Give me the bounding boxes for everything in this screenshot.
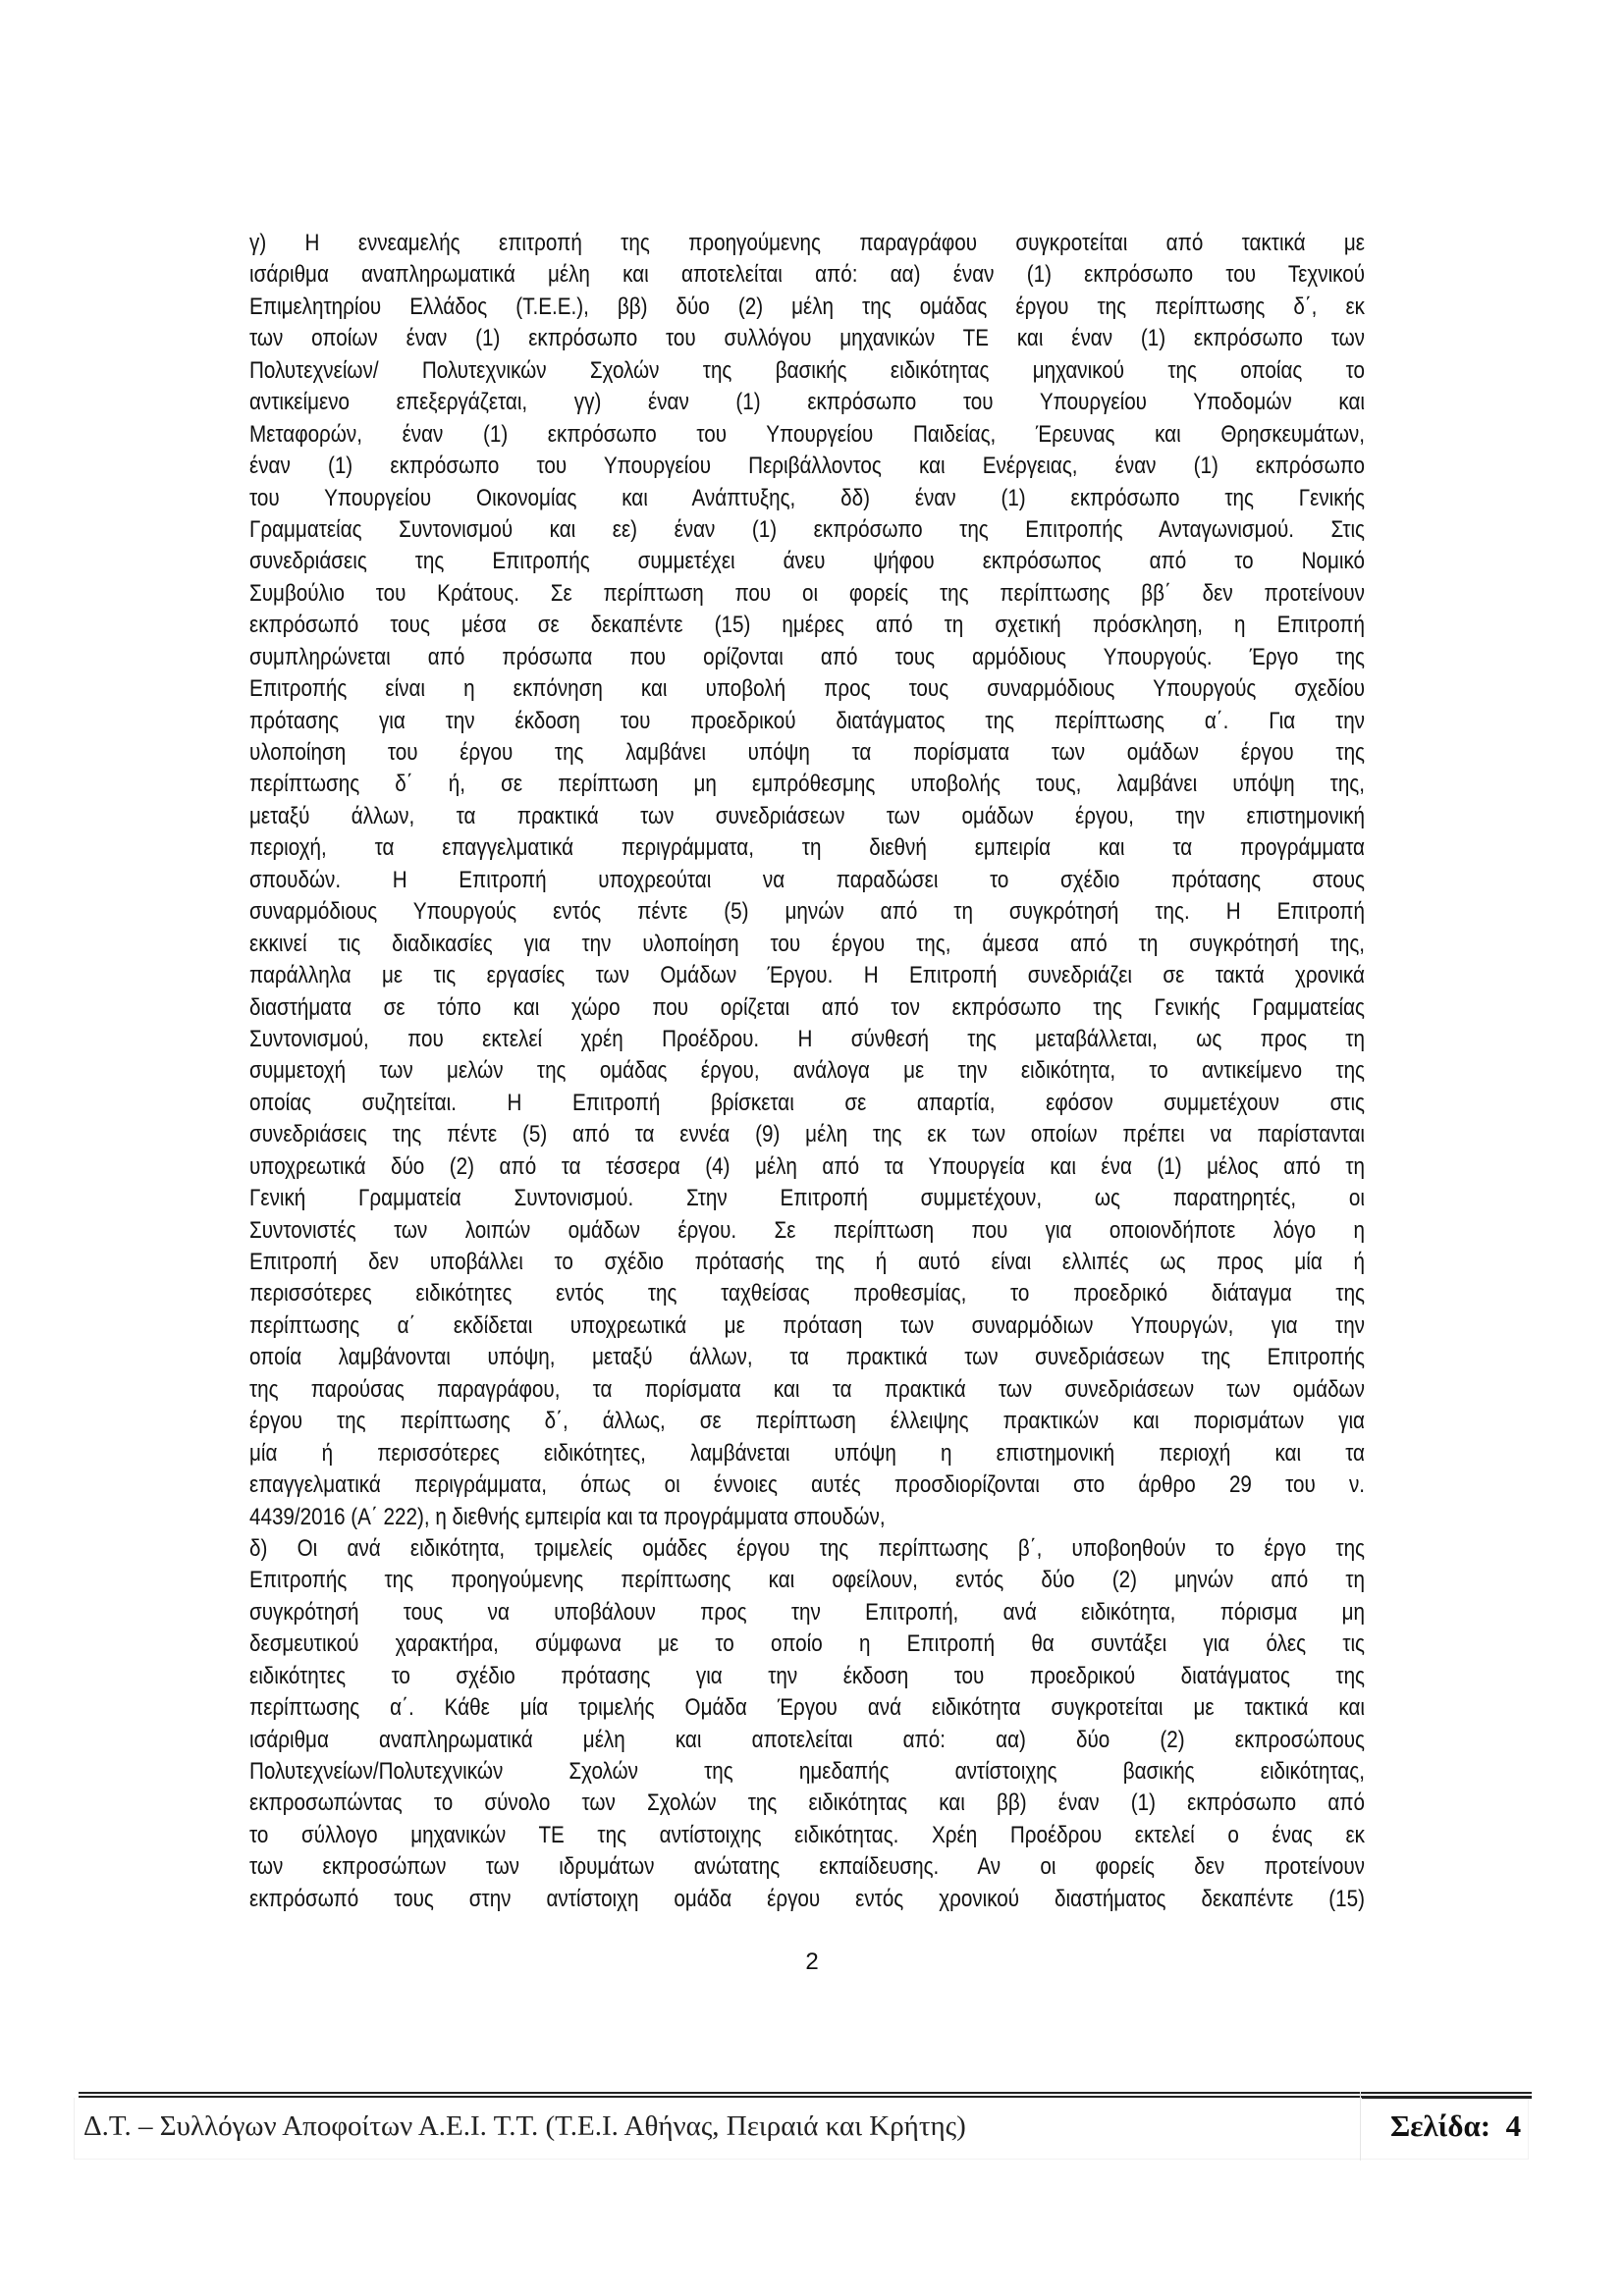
text-line: [249, 737, 1365, 769]
text-line-content: ισάριθμα αναπληρωματικά μέλη και αποτελείται από: αα) δύο (2) εκπροσώπους: [249, 1726, 1366, 1753]
text-line: [249, 832, 1365, 864]
text-line-content: έναν (1) εκπρόσωπο του Υπουργείου Περιβάλλοντος και Ενέργειας, έναν (1) εκπρόσωπο: [249, 453, 1366, 480]
text-line-content: μία ή περισσότερες ειδικότητες, λαμβάνεται υπόψη η επιστημονική περιοχή και τα: [249, 1439, 1366, 1467]
text-line-content: διαστήματα σε τόπο και χώρο που ορίζεται από τον εκπρόσωπο της Γενικής Γραμματείας: [249, 993, 1366, 1021]
text-line-content: Πολυτεχνείων/ Πολυτεχνικών Σχολών της βασικής ειδικότητας μηχανικού της οποίας το: [249, 356, 1366, 384]
text-line: [249, 960, 1365, 991]
text-line: [249, 1310, 1365, 1342]
text-line: [249, 1024, 1365, 1055]
text-line-content: Γενική Γραμματεία Συντονισμού. Στην Επιτροπή συμμετέχουν, ως παρατηρητές, οι: [249, 1185, 1366, 1212]
text-line-content: συναρμόδιους Υπουργούς εντός πέντε (5) μηνών από τη συγκρότησή της. Η Επιτροπή: [249, 898, 1365, 926]
text-line-content: των εκπροσώπων των ιδρυμάτων ανώτατης εκπαίδευσης. Αν οι φορείς δεν προτείνουν: [249, 1853, 1366, 1881]
text-line: [249, 1725, 1365, 1756]
text-line: [249, 1151, 1365, 1183]
footer-organization: Δ.Τ. – Συλλόγων Αποφοίτων Α.Ε.Ι. Τ.Τ. (Τ.Ε.Ι. Αθήνας, Πειραιά και Κρήτης): [83, 2110, 966, 2142]
text-line-content: Μεταφορών, έναν (1) εκπρόσωπο του Υπουργείου Παιδείας, Έρευνας και Θρησκευμάτων,: [249, 420, 1365, 448]
text-line: [249, 1247, 1365, 1278]
text-line-content: Επιτροπής της προηγούμενης περίπτωσης και οφείλουν, εντός δύο (2) μηνών από τη: [249, 1567, 1365, 1594]
text-line: [249, 228, 1365, 259]
text-line-content: περίπτωσης δ΄ ή, σε περίπτωση μη εμπρόθεσμης υποβολής τους, λαμβάνει υπόψη της,: [249, 771, 1366, 798]
text-line-content: συγκρότησή τους να υποβάλουν προς την Επιτροπή, ανά ειδικότητα, πόρισμα μη: [249, 1598, 1366, 1626]
text-line-content: περιοχή, τα επαγγελματικά περιγράμματα, τη διεθνή εμπειρία και τα προγράμματα: [249, 834, 1365, 862]
text-line: [249, 896, 1365, 928]
text-line-content: αντικείμενο επεξεργάζεται, γγ) έναν (1) εκπρόσωπο του Υπουργείου Υποδομών και: [249, 389, 1365, 416]
text-line-content: Πολυτεχνείων/Πολυτεχνικών Σχολών της ημεδαπής αντίστοιχης βασικής ειδικότητας,: [249, 1758, 1365, 1785]
text-line: [249, 1851, 1365, 1883]
text-line: [249, 514, 1365, 546]
text-line: [249, 1055, 1365, 1087]
text-line: [249, 1629, 1365, 1660]
text-line-content: Επιτροπής είναι η εκπόνηση και υποβολή προς τους συναρμόδιους Υπουργούς σχεδίου: [249, 675, 1366, 703]
text-line-content: γ) Η εννεαμελής επιτροπή της προηγούμενης παραγράφου συγκροτείται από τακτικά με: [249, 230, 1366, 256]
text-line: [249, 1884, 1365, 1915]
body-text: [249, 228, 1365, 1915]
text-line-content: Συντονιστές των λοιπών ομάδων έργου. Σε περίπτωση που για οποιονδήποτε λόγο η: [249, 1216, 1365, 1244]
text-line-content: πρότασης για την έκδοση του προεδρικού διατάγματος της περίπτωσης α΄. Για την: [249, 707, 1365, 734]
text-line-content: Επιτροπή δεν υποβάλλει το σχέδιο πρότασής της ή αυτό είναι ελλιπές ως προς μία ή: [249, 1249, 1365, 1275]
text-line: [249, 610, 1365, 641]
text-line-content: περίπτωσης α΄ εκδίδεται υποχρεωτικά με πρόταση των συναρμόδιων Υπουργών, για την: [249, 1311, 1366, 1339]
text-line: [249, 1502, 1365, 1533]
text-line: [249, 1597, 1365, 1629]
text-line-content: της παρούσας παραγράφου, τα πορίσματα και τα πρακτικά των συνεδριάσεων των ομάδων: [249, 1375, 1366, 1403]
text-line-content: μεταξύ άλλων, τα πρακτικά των συνεδριάσεων των ομάδων έργου, την επιστημονική: [249, 802, 1365, 829]
text-line: [249, 1565, 1365, 1596]
text-line-content: περίπτωσης α΄. Κάθε μία τριμελής Ομάδα Έργου ανά ειδικότητα συγκροτείται με τακτικά και: [249, 1694, 1365, 1722]
text-line: [249, 1788, 1365, 1819]
text-line: [249, 865, 1365, 896]
text-line-content: δεσμευτικού χαρακτήρα, σύμφωνα με το οποίο η Επιτροπή θα συντάξει για όλες τις: [249, 1630, 1366, 1658]
text-line-content: των οποίων έναν (1) εκπρόσωπο του συλλόγου μηχανικών ΤΕ και έναν (1) εκπρόσωπο των: [249, 325, 1366, 352]
text-line: [249, 1119, 1365, 1150]
footer-double-rule: [79, 2092, 1532, 2098]
text-line-content: συμπληρώνεται από πρόσωπα που ορίζονται από τους αρμόδιους Υπουργούς. Έργο της: [249, 643, 1365, 670]
text-line: [249, 992, 1365, 1024]
text-line-content: το σύλλογο μηχανικών ΤΕ της αντίστοιχης ειδικότητας. Χρέη Προέδρου εκτελεί ο ένας εκ: [249, 1821, 1366, 1848]
footer-page-value: 4: [1505, 2109, 1522, 2143]
text-line: [249, 1469, 1365, 1501]
text-line-content: υλοποίηση του έργου της λαμβάνει υπόψη τα πορίσματα των ομάδων έργου της: [249, 739, 1365, 766]
text-line: [249, 1406, 1365, 1437]
text-line: [249, 578, 1365, 610]
text-line: [249, 1374, 1365, 1406]
footer-separator: [1360, 2092, 1361, 2161]
text-line: [249, 1278, 1365, 1309]
text-line: [249, 1756, 1365, 1788]
text-line-content: επαγγελματικά περιγράμματα, όπως οι έννοιες αυτές προσδιορίζονται στο άρθρο 29 του ν.: [249, 1471, 1366, 1499]
text-line-content: συνεδριάσεις της πέντε (5) από τα εννέα (9) μέλη της εκ των οποίων πρέπει να παρίστανται: [249, 1121, 1365, 1148]
text-line: [249, 483, 1365, 514]
text-line: [249, 546, 1365, 577]
inner-page-number: 2: [805, 1949, 819, 1975]
text-line: [249, 323, 1365, 354]
text-line: [249, 929, 1365, 960]
text-line: [249, 419, 1365, 451]
text-line-content: του Υπουργείου Οικονομίας και Ανάπτυξης, δδ) έναν (1) εκπρόσωπο της Γενικής: [249, 484, 1366, 511]
text-line: [249, 1438, 1365, 1469]
text-line-content: σπουδών. Η Επιτροπή υποχρεούται να παραδώσει το σχέδιο πρότασης στους: [249, 866, 1366, 893]
text-line-content: εκκινεί τις διαδικασίες για την υλοποίηση του έργου της, άμεσα από τη συγκρότησή της,: [249, 930, 1366, 957]
text-line-content: Συμβούλιο του Κράτους. Σε περίπτωση που οι φορείς της περίπτωσης ββ΄ δεν προτείνουν: [249, 579, 1366, 607]
text-line: [249, 1342, 1365, 1373]
footer-page-label: Σελίδα: [1390, 2109, 1481, 2143]
text-line: [249, 706, 1365, 737]
text-line: [249, 355, 1365, 387]
text-line: [249, 292, 1365, 323]
text-line-content: ειδικότητες το σχέδιο πρότασης για την έκδοση του προεδρικού διατάγματος της: [249, 1662, 1366, 1689]
text-line: [249, 673, 1365, 705]
text-line-content: Συντονισμού, που εκτελεί χρέη Προέδρου. Η σύνθεσή της μεταβάλλεται, ως προς τη: [249, 1025, 1366, 1052]
text-line-content: 4439/2016 (Α΄ 222), η διεθνής εμπειρία και τα προγράμματα σπουδών,: [249, 1503, 886, 1530]
text-line: [249, 642, 1365, 673]
text-line: [249, 1692, 1365, 1724]
text-line-content: Γραμματείας Συντονισμού και εε) έναν (1) εκπρόσωπο της Επιτροπής Ανταγωνισμού. Στις: [249, 515, 1366, 543]
text-line-content: συνεδριάσεις της Επιτροπής συμμετέχει άνευ ψήφου εκπρόσωπος από το Νομικό: [249, 548, 1366, 575]
text-line-content: υποχρεωτικά δύο (2) από τα τέσσερα (4) μέλη από τα Υπουργεία και ένα (1) μέλος από τη: [249, 1152, 1366, 1180]
footer-page-indicator: [1390, 2109, 1521, 2144]
text-line-content: Επιμελητηρίου Ελλάδος (Τ.Ε.Ε.), ββ) δύο (2) μέλη της ομάδας έργου της περίπτωσης δ΄, εκ: [249, 293, 1366, 320]
text-line: [249, 387, 1365, 418]
text-line: [249, 1088, 1365, 1119]
text-line: [249, 1820, 1365, 1851]
text-line-content: εκπροσωπώντας το σύνολο των Σχολών της ειδικότητας και ββ) έναν (1) εκπρόσωπο από: [249, 1789, 1365, 1817]
text-line: [249, 801, 1365, 832]
footer-double-rule-right: [1362, 2092, 1532, 2099]
text-line-content: συμμετοχή των μελών της ομάδας έργου, ανάλογα με την ειδικότητα, το αντικείμενο της: [249, 1057, 1366, 1085]
text-line-content: δ) Οι ανά ειδικότητα, τριμελείς ομάδες έργου της περίπτωσης β΄, υποβοηθούν το έργο της: [249, 1534, 1366, 1562]
text-line: [249, 769, 1365, 800]
text-line: [249, 1533, 1365, 1565]
text-line-content: περισσότερες ειδικότητες εντός της ταχθείσας προθεσμίας, το προεδρικό διάταγμα της: [249, 1280, 1366, 1308]
text-line-content: εκπρόσωπό τους μέσα σε δεκαπέντε (15) ημέρες από τη σχετική πρόσκληση, η Επιτροπή: [249, 612, 1365, 639]
text-line: [249, 1215, 1365, 1247]
text-line: [249, 451, 1365, 482]
text-line-content: εκπρόσωπό τους στην αντίστοιχη ομάδα έργου εντός χρονικού διαστήματος δεκαπέντε (15): [249, 1885, 1365, 1912]
footer-page-separator: :: [1480, 2109, 1491, 2143]
text-line-content: έργου της περίπτωσης δ΄, άλλως, σε περίπτωση έλλειψης πρακτικών και πορισμάτων για: [249, 1408, 1366, 1435]
text-line: [249, 1661, 1365, 1692]
text-line-content: ισάριθμα αναπληρωματικά μέλη και αποτελείται από: αα) έναν (1) εκπρόσωπο του Τεχνικού: [249, 261, 1366, 289]
text-line: [249, 1183, 1365, 1214]
text-line-content: οποίας συζητείται. Η Επιτροπή βρίσκεται σε απαρτία, εφόσον συμμετέχουν στις: [249, 1089, 1365, 1116]
text-line-content: παράλληλα με τις εργασίες των Ομάδων Έργου. Η Επιτροπή συνεδριάζει σε τακτά χρονικά: [249, 962, 1365, 989]
text-line-content: οποία λαμβάνονται υπόψη, μεταξύ άλλων, τα πρακτικά των συνεδριάσεων της Επιτροπής: [249, 1344, 1365, 1371]
text-line: [249, 259, 1365, 291]
